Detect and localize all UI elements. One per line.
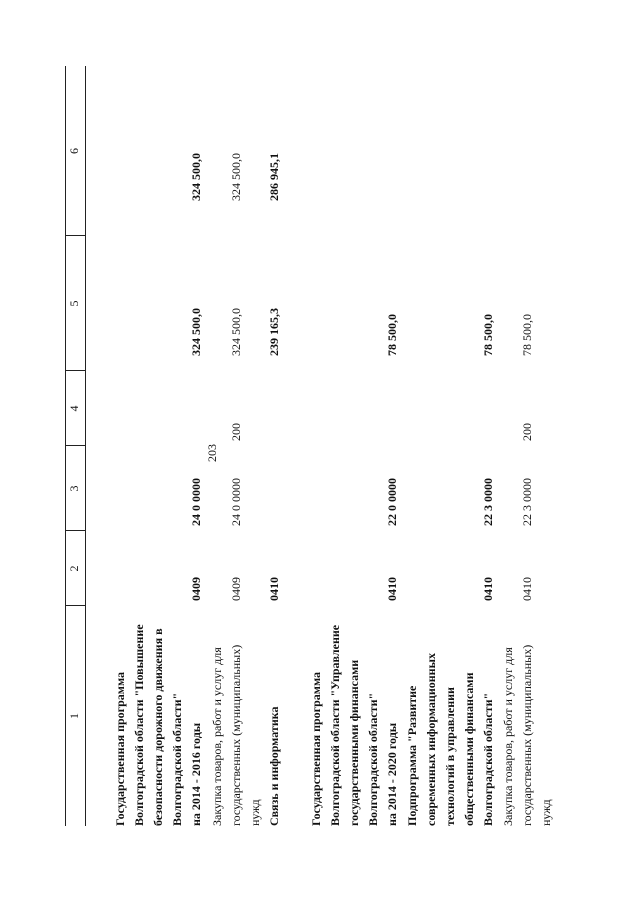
table-row-name <box>499 645 556 826</box>
table-row-name <box>111 624 206 826</box>
row-name-line: современных информационных <box>424 653 438 826</box>
table-row-name <box>307 625 402 826</box>
row-name-line: нужд <box>248 799 262 826</box>
row-name-line: Закупка товаров, работ и услуг для <box>501 647 515 826</box>
row-name-line: Волгоградской области "Управление <box>328 624 342 826</box>
cell-c3: 22 0 0000 <box>385 478 399 526</box>
cell-c6: 286 945,1 <box>267 153 281 201</box>
cell-c6: 324 500,0 <box>229 153 243 201</box>
cell-c5: 239 165,3 <box>267 308 281 356</box>
cell-c2: 0410 <box>267 577 281 601</box>
cell-c5: 78 500,0 <box>520 314 534 356</box>
column-header-3: 3 <box>67 485 81 492</box>
table-row-name <box>208 645 265 826</box>
cell-c2: 0410 <box>385 577 399 601</box>
cell-c5: 78 500,0 <box>385 314 399 356</box>
row-name-line: Волгоградской области "Повышение <box>132 624 146 826</box>
row-name-line: нужд <box>539 799 553 826</box>
column-header-6: 6 <box>67 148 81 154</box>
row-name-line: технологий в управлении <box>443 687 457 826</box>
column-header-1: 1 <box>67 713 81 719</box>
row-name-line: на 2014 - 2020 годы <box>385 722 399 826</box>
row-name-line: Закупка товаров, работ и услуг для <box>210 647 224 826</box>
column-header-4: 4 <box>67 405 81 412</box>
row-name-line: Подпрограмма "Развитие <box>405 685 419 826</box>
column-header-5: 5 <box>67 300 81 307</box>
row-name-line: Волгоградской области" <box>481 692 495 826</box>
column-header-2: 2 <box>67 565 81 572</box>
row-name-line: Волгоградской области" <box>170 692 184 826</box>
cell-c3: 24 0 0000 <box>189 478 203 526</box>
cell-c2: 0409 <box>189 577 203 601</box>
cell-c4: 200 <box>229 423 243 441</box>
cell-c3: 22 3 0000 <box>481 478 495 526</box>
row-name-line: Государственная программа <box>309 671 323 826</box>
table-row-name <box>265 706 284 826</box>
cell-c6: 324 500,0 <box>189 153 203 201</box>
cell-c5: 324 500,0 <box>189 308 203 356</box>
row-name-line: безопасности дорожного движения в <box>151 628 165 826</box>
cell-c3: 24 0 0000 <box>229 478 243 526</box>
cell-c5: 324 500,0 <box>229 308 243 356</box>
row-name-line: на 2014 - 2016 годы <box>189 722 203 826</box>
cell-c2: 0409 <box>229 577 243 601</box>
cell-c4: 200 <box>520 423 534 441</box>
row-name-line: государственных (муниципальных) <box>520 644 534 826</box>
row-name-line: общественными финансами <box>462 672 476 826</box>
table-top-rule <box>65 66 66 826</box>
page-number: 203 <box>205 444 219 462</box>
table-row-name <box>403 653 498 826</box>
row-name-line: государственных (муниципальных) <box>229 644 243 826</box>
table-header-rule <box>85 66 86 826</box>
row-name-line: Волгоградской области" <box>366 692 380 826</box>
row-name-line: Государственная программа <box>113 671 127 826</box>
cell-c3: 22 3 0000 <box>520 478 534 526</box>
row-name-line: Связь и информатика <box>267 706 281 826</box>
cell-c2: 0410 <box>520 577 534 601</box>
row-name-line: государственными финансами <box>347 659 361 826</box>
cell-c2: 0410 <box>481 577 495 601</box>
budget-table <box>65 66 595 826</box>
cell-c5: 78 500,0 <box>481 314 495 356</box>
